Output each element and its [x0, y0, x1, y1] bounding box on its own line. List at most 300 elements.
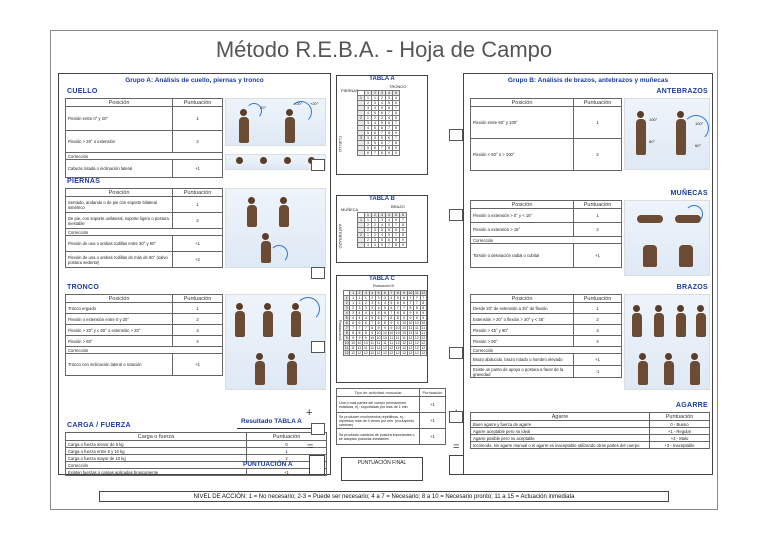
grid-cell: 4 — [379, 223, 386, 228]
torso-shape — [263, 311, 273, 337]
grid-cell: 12 — [414, 351, 419, 355]
cuello-corr-row: Cabeza rotada o inclinación lateral — [66, 160, 173, 178]
grid-cell: 8 — [400, 228, 407, 233]
nivel-accion-footer: NIVEL DE ACCIÓN: 1 = No necesario; 2-3 = Puede ser necesario; 4 a 7 = Necesario; 8 a 10 = Necesario pronto; 11 a 15 = Actuación inmediata — [99, 491, 669, 502]
grid-cell: 12 — [421, 336, 426, 340]
grid-cell: 10 — [414, 321, 419, 325]
actividad-row-1: Una o más partes del cuerpo permanecen estáticas, ej.: soportadas por más de 1 min. — [337, 397, 420, 413]
grid-cell: 7 — [386, 141, 393, 146]
header-carga: Carga o fuerza — [66, 433, 247, 441]
grid-cell: 9 — [388, 326, 394, 331]
grid-cell: 5 — [365, 131, 372, 136]
cuello-score-1: 1 — [173, 107, 223, 131]
grid-row-header: 11 — [344, 346, 349, 350]
grid-cell: 5 — [395, 296, 401, 301]
grid-cell: 11 — [370, 346, 374, 350]
tronco-corr-row: Tronco con inclinación lateral o rotación — [66, 354, 173, 376]
tronco-score-1: 1 — [173, 303, 223, 314]
grid-row-header: 4 — [344, 311, 350, 316]
piernas-label: PIERNAS — [67, 178, 101, 185]
hand-shape — [679, 245, 693, 267]
cuello-label: CUELLO — [67, 88, 98, 95]
header-puntuacion: Puntuación — [173, 189, 223, 197]
munecas-score-2: 2 — [574, 223, 622, 237]
grid-cell: 10 — [370, 336, 375, 340]
grid-cell: 10 — [389, 331, 394, 335]
hand-shape — [643, 245, 657, 267]
grid-cell: 10 — [421, 321, 426, 325]
header-agarre: Agarre — [471, 413, 650, 421]
grid-cell: 9 — [393, 131, 400, 136]
grid-cell: 7 — [407, 296, 413, 301]
grid-cell: 2 — [356, 301, 362, 306]
grid-cell: 12 — [408, 341, 413, 345]
grid-cell: 9 — [388, 321, 394, 326]
angle-label: 100° — [695, 121, 704, 126]
grid-cell: 7 — [386, 126, 393, 131]
munecas-correction-label: Corrección — [471, 237, 622, 244]
grid-cell: 2 — [363, 301, 369, 306]
antebrazos-score-1: 1 — [574, 107, 622, 139]
grid-cell: 11 — [383, 341, 387, 345]
tabla-c — [336, 275, 428, 383]
agarre-row-4: Incómodo, sin agarre manual o el agarre es inaceptable utilizando otras partes del cuerpo — [471, 442, 650, 449]
tabla-b-munecas-label: MUÑECA — [341, 207, 359, 212]
grid-cell: 4 — [356, 316, 362, 321]
munecas-row-1: Flexión o extensión > 0° y < 15° — [471, 209, 574, 223]
grid-cell: 3 — [379, 218, 386, 223]
piernas-row-1: Sentado, andando o de pie con soporte bilateral simétrico — [66, 197, 173, 213]
grid-cell: 2 — [372, 233, 379, 238]
grid-cell: 6 — [386, 238, 393, 243]
agarre-result-box[interactable] — [449, 411, 463, 423]
grid-cell: 7 — [395, 306, 401, 311]
head-shape — [280, 197, 287, 204]
grid-col-header: 5 — [375, 291, 381, 296]
grid-col-header: 6 — [400, 213, 407, 218]
agarre-row-3: Agarre posible pero no aceptable — [471, 435, 650, 442]
agarre-table — [470, 412, 710, 449]
torso-shape — [696, 313, 706, 337]
piernas-corr-score-2: +2 — [173, 252, 223, 268]
head-shape — [256, 353, 263, 360]
torso-shape — [287, 361, 297, 385]
grid-cell: 8 — [400, 223, 407, 228]
munecas-score-1: 1 — [574, 209, 622, 223]
grid-cell: 4 — [375, 301, 381, 306]
grid-cell: 10 — [376, 336, 381, 340]
piernas-corr-score-1: +1 — [173, 236, 223, 252]
grid-cell: 1 — [363, 296, 369, 301]
cuello-table — [65, 98, 223, 178]
grid-col-header: 7 — [388, 291, 394, 296]
carga-table — [65, 432, 327, 476]
grid-cell: 12 — [414, 341, 419, 345]
cuello-corr-score: +1 — [173, 160, 223, 178]
agarre-row-2: Agarre aceptable pero no ideal — [471, 428, 650, 435]
brazos-row-4: Flexión > 90° — [471, 336, 574, 347]
grid-col-header: 4 — [386, 213, 393, 218]
header-posicion: Posición — [471, 201, 574, 209]
grid-cell: 3 — [350, 311, 356, 316]
piernas-score-1: 1 — [173, 197, 223, 213]
tronco-corr-score: +1 — [173, 354, 223, 376]
actividad-score-2: +1 — [420, 413, 446, 429]
puntuacion-a-box[interactable] — [309, 455, 325, 475]
tabla-b-title: TABLA B — [369, 196, 395, 202]
head-shape — [236, 303, 243, 310]
grid-cell: 9 — [395, 321, 401, 326]
grid-cell: 11 — [402, 336, 406, 340]
piernas-figure — [225, 188, 326, 268]
grid-cell: 8 — [414, 306, 420, 311]
grid-col-header: 6 — [382, 291, 388, 296]
grid-cell: 4 — [372, 106, 379, 111]
grid-cell: 8 — [395, 311, 401, 316]
grid-cell: 9 — [393, 146, 400, 151]
knee-angle-arc — [270, 245, 288, 263]
grid-cell: 3 — [363, 306, 369, 311]
grid-cell: 3 — [379, 116, 386, 121]
antebrazos-result-box[interactable] — [449, 129, 463, 141]
tronco-row-1: Tronco erguido — [66, 303, 173, 314]
grid-cell: 6 — [363, 321, 369, 326]
grid-cell: 5 — [379, 238, 386, 243]
torso-shape — [247, 205, 257, 227]
antebrazos-table — [470, 98, 622, 171]
grid-cell: 11 — [408, 326, 413, 330]
antebrazos-row-2: Flexión < 60° o > 100° — [471, 139, 574, 171]
grid-cell: 5 — [386, 223, 393, 228]
header-puntuacion: Puntuación — [173, 295, 223, 303]
grid-cell: 7 — [420, 296, 427, 301]
grid-cell: 4 — [363, 316, 369, 321]
grid-col-header: 1 — [365, 213, 372, 218]
grid-cell: 9 — [414, 311, 420, 316]
puntuacion-final-label: PUNTUACIÓN FINAL — [357, 460, 407, 466]
head-shape — [260, 157, 267, 164]
carga-corr-row: Existen fuerzas o cargas aplicadas bruscamente — [66, 469, 247, 476]
grid-cell: 6 — [379, 111, 386, 116]
grid-cell: 8 — [386, 146, 393, 151]
group-a-title: Grupo A: Análisis de cuello, piernas y tronco — [125, 77, 264, 84]
grid-cell: 3 — [372, 228, 379, 233]
agarre-label: AGARRE — [675, 402, 708, 409]
grid-cell: 7 — [393, 106, 400, 111]
agarre-score-2: +1 - Regular — [650, 428, 710, 435]
grid-cell: 12 — [421, 351, 426, 355]
header-posicion: Posición — [471, 295, 574, 303]
cuello-correction-label: Corrección — [66, 153, 223, 160]
grid-cell: 9 — [407, 311, 413, 316]
carga-score-2: 1 — [247, 448, 327, 455]
grid-cell: 12 — [408, 346, 413, 350]
grid-cell: 9 — [401, 316, 407, 321]
grid-cell: 6 — [350, 321, 356, 326]
grid-cell: 10 — [395, 331, 400, 335]
grid-cell: 1 — [372, 218, 379, 223]
agarre-score-4: +3 - Inaceptable — [650, 442, 710, 449]
head-shape — [637, 111, 644, 118]
torso-shape — [638, 361, 648, 385]
brazos-corr-row-2: Existe un punto de apoyo o postura a favor de la gravedad — [471, 366, 574, 378]
grid-cell: 6 — [395, 301, 401, 306]
actividad-row-2: Se producen movimientos repetitivos, ej.: repetidos más de 4 veces por min. (excluyendo caminar) — [337, 413, 420, 429]
grid-cell: 11 — [395, 336, 400, 340]
cuello-score-2: 2 — [173, 131, 223, 153]
hand-shape — [637, 215, 663, 223]
grid-col-header: 4 — [369, 291, 375, 296]
grid-cell: 6 — [393, 218, 400, 223]
grid-col-header: 8 — [395, 291, 401, 296]
header-puntuacion: Puntuación — [247, 433, 327, 441]
grid-cell: 3 — [356, 306, 362, 311]
angle-label: 100° — [649, 117, 658, 122]
grid-col-header: 5 — [393, 91, 400, 96]
head-shape — [677, 111, 684, 118]
grid-cell: 7 — [393, 136, 400, 141]
grid-row-header: 5 — [344, 316, 350, 321]
grid-cell: 8 — [393, 111, 400, 116]
grid-cell: 8 — [393, 238, 400, 243]
grid-cell: 3 — [382, 296, 388, 301]
grid-cell: 7 — [414, 301, 420, 306]
grid-row-header: 10 — [344, 341, 349, 345]
carga-row-3: Carga o fuerza mayor de 10 kg — [66, 455, 247, 462]
tabla-a-piernas-label: PIERNAS — [341, 88, 359, 93]
antebrazos-label: ANTEBRAZOS — [656, 88, 708, 95]
tabla-a — [336, 75, 428, 175]
grid-cell: 3 — [365, 141, 372, 146]
tronco-correction-label: Corrección — [66, 347, 223, 354]
grid-cell: 6 — [401, 301, 407, 306]
grid-cell: 6 — [386, 106, 393, 111]
grid-cell: 5 — [372, 141, 379, 146]
head-shape — [288, 353, 295, 360]
grid-cell: 12 — [408, 336, 413, 340]
actividad-score-1: +1 — [420, 397, 446, 413]
brazos-score-4: 4 — [574, 336, 622, 347]
grid-cell: 9 — [363, 336, 369, 341]
grid-cell: 8 — [356, 331, 362, 336]
piernas-result-box[interactable] — [311, 267, 325, 279]
grid-col-header: 3 — [379, 91, 386, 96]
grid-cell: 7 — [414, 296, 420, 301]
grid-cell: 11 — [389, 336, 394, 340]
grid-cell: 12 — [421, 346, 426, 350]
grid-cell: 7 — [388, 311, 394, 316]
grid-cell: 12 — [395, 341, 400, 345]
grid-cell: 7 — [363, 326, 369, 331]
grid-cell: 5 — [379, 121, 386, 126]
grid-col-header: 11 — [414, 291, 419, 295]
munecas-result-box[interactable] — [449, 209, 463, 221]
grid-cell: 12 — [408, 351, 413, 355]
grid-row-header: 2 — [358, 116, 365, 121]
brazos-row-1: Desde 20° de extensión a 20° de flexión — [471, 303, 574, 314]
grid-cell: 6 — [382, 311, 388, 316]
grid-cell: 12 — [402, 346, 407, 350]
page-title: Método R.E.B.A. - Hoja de Campo — [215, 37, 553, 62]
grid-cell: 5 — [379, 136, 386, 141]
grid-cell: 3 — [365, 106, 372, 111]
tronco-result-box[interactable] — [311, 341, 325, 353]
grid-cell: 4 — [372, 243, 379, 248]
torso-shape — [690, 361, 700, 385]
grid-cell: 6 — [393, 101, 400, 106]
grid-cell: 10 — [376, 331, 381, 335]
actividad-row-3: Se producen cambios de postura importantes o se adoptan posturas inestables — [337, 429, 420, 445]
angle-label: +20° — [310, 101, 319, 106]
grid-col-header: 2 — [356, 291, 362, 296]
head-shape — [284, 157, 291, 164]
tabla-c-title: TABLA C — [369, 276, 395, 282]
grid-cell: 8 — [350, 331, 356, 336]
grid-cell: 6 — [386, 136, 393, 141]
grid-col-header: 9 — [401, 291, 407, 296]
grid-cell: 8 — [386, 131, 393, 136]
grid-cell: 3 — [372, 136, 379, 141]
grid-row-header — [358, 151, 365, 156]
carga-result-box[interactable] — [311, 423, 325, 435]
grid-cell: 5 — [388, 301, 394, 306]
puntuacion-a-label: PUNTUACIÓN A — [243, 461, 293, 468]
grid-row-header — [358, 243, 365, 248]
resultado-tabla-a-label: Resultado TABLA A — [241, 418, 302, 425]
grid-cell: 12 — [389, 346, 394, 350]
grid-cell: 6 — [379, 126, 386, 131]
tronco-row-2: Flexión o extensión entre 0 y 20° — [66, 314, 173, 325]
grid-cell: 11 — [357, 346, 362, 350]
torso-shape — [279, 205, 289, 227]
grid-cell: 7 — [400, 218, 407, 223]
grid-cell: 2 — [372, 223, 379, 228]
grid-cell: 9 — [386, 151, 393, 156]
grid-cell: 10 — [402, 331, 407, 335]
munecas-figure — [624, 200, 710, 276]
grid-cell: 10 — [402, 321, 407, 325]
grid-cell: 10 — [351, 341, 356, 345]
grid-cell: 8 — [420, 306, 427, 311]
tabla-a-tronco-label: TRONCO — [389, 84, 407, 89]
puntuacion-final-box[interactable] — [341, 457, 423, 481]
piernas-correction-label: Corrección — [66, 229, 223, 236]
grid-cell: 12 — [376, 346, 381, 350]
grid-row-header: 1 — [358, 96, 365, 101]
grid-row-header: 2 — [358, 233, 365, 238]
grid-cell: 11 — [408, 331, 413, 335]
grid-cell: 4 — [382, 301, 388, 306]
grid-cell: 1 — [350, 296, 356, 301]
grid-col-header: 10 — [408, 291, 413, 295]
agarre-score-3: +2 - Malo — [650, 435, 710, 442]
grid-cell: 6 — [365, 151, 372, 156]
grid-cell: 2 — [365, 223, 372, 228]
grid-cell: 8 — [395, 316, 401, 321]
grid-cell: 10 — [382, 331, 387, 335]
header-posicion: Posición — [66, 295, 173, 303]
equals-sign-right: = — [453, 441, 460, 453]
grid-cell: 7 — [386, 243, 393, 248]
brazos-score-3: 3 — [574, 325, 622, 336]
brazos-corr-score-1: +1 — [574, 354, 622, 366]
carga-label: CARGA / FUERZA — [67, 422, 131, 429]
grid-row-header: 1 — [358, 218, 365, 223]
grid-cell: 4 — [369, 311, 375, 316]
grid-cell: 6 — [372, 131, 379, 136]
grid-cell: 3 — [365, 121, 372, 126]
grid-cell: 12 — [402, 351, 407, 355]
grid-cell: 7 — [386, 111, 393, 116]
header-agarre-puntuacion: Puntuación — [650, 413, 710, 421]
brazos-result-box[interactable] — [449, 347, 463, 359]
grid-cell: 12 — [402, 341, 407, 345]
head-shape — [697, 305, 704, 312]
piernas-row-2: De pie, con soporte unilateral, soporte ligero o postura inestable — [66, 213, 173, 229]
tronco-row-3: Flexión > 20° y ≤ 60° o extensión > 20° — [66, 325, 173, 336]
header-posicion: Posición — [66, 99, 173, 107]
grid-row-header: 3 — [358, 136, 365, 141]
tabla-b-antebrazo-label: ANTEBRAZO — [338, 224, 343, 249]
head-shape — [677, 305, 684, 312]
torso-shape — [235, 311, 245, 337]
grid-cell: 9 — [414, 316, 420, 321]
grid-cell: 12 — [351, 351, 356, 355]
grid-cell: 8 — [401, 311, 407, 316]
carga-score-3: 2 — [247, 455, 327, 462]
torso-shape — [676, 313, 686, 337]
grid-cell: 4 — [350, 316, 356, 321]
trunk-angle-arc — [296, 297, 320, 321]
grid-cell: 12 — [370, 351, 375, 355]
brazos-label: BRAZOS — [676, 284, 708, 291]
grid-cell: 4 — [393, 96, 400, 101]
tabla-c-grid — [343, 290, 427, 356]
header-posicion: Posición — [66, 189, 173, 197]
torso-shape — [255, 361, 265, 385]
grid-cell: 7 — [372, 151, 379, 156]
torso-shape — [632, 313, 642, 337]
cuello-row-1: Flexión entre 0° y 20° — [66, 107, 173, 131]
cuello-result-box[interactable] — [311, 159, 325, 171]
header-actividad-puntuacion: Puntuación — [420, 389, 446, 397]
grid-cell: 6 — [375, 316, 381, 321]
grid-cell: 2 — [372, 116, 379, 121]
carga-corr-score: +1 — [247, 469, 327, 476]
munecas-table — [470, 200, 622, 268]
grid-col-header: 1 — [350, 291, 356, 296]
head-shape — [665, 353, 672, 360]
grid-col-header: 4 — [386, 91, 393, 96]
grid-cell: 11 — [414, 331, 419, 335]
grid-cell: 5 — [393, 116, 400, 121]
piernas-corr-row-1: Flexión de una o ambas rodillas entre 30° y 60° — [66, 236, 173, 252]
grid-cell: 1 — [365, 233, 372, 238]
grid-cell: 9 — [393, 151, 400, 156]
grid-cell: 8 — [382, 321, 388, 326]
grid-col-header: 2 — [372, 213, 379, 218]
brazos-table — [470, 294, 622, 378]
plus-sign-left: + — [306, 407, 313, 419]
grid-col-header: 5 — [393, 213, 400, 218]
grid-cell: 1 — [365, 96, 372, 101]
grid-cell: 4 — [386, 218, 393, 223]
grid-cell: 11 — [376, 341, 381, 345]
grid-cell: 8 — [393, 228, 400, 233]
grid-col-header: 12 — [421, 291, 426, 295]
grid-cell: 1 — [365, 116, 372, 121]
grid-cell: 5 — [372, 126, 379, 131]
